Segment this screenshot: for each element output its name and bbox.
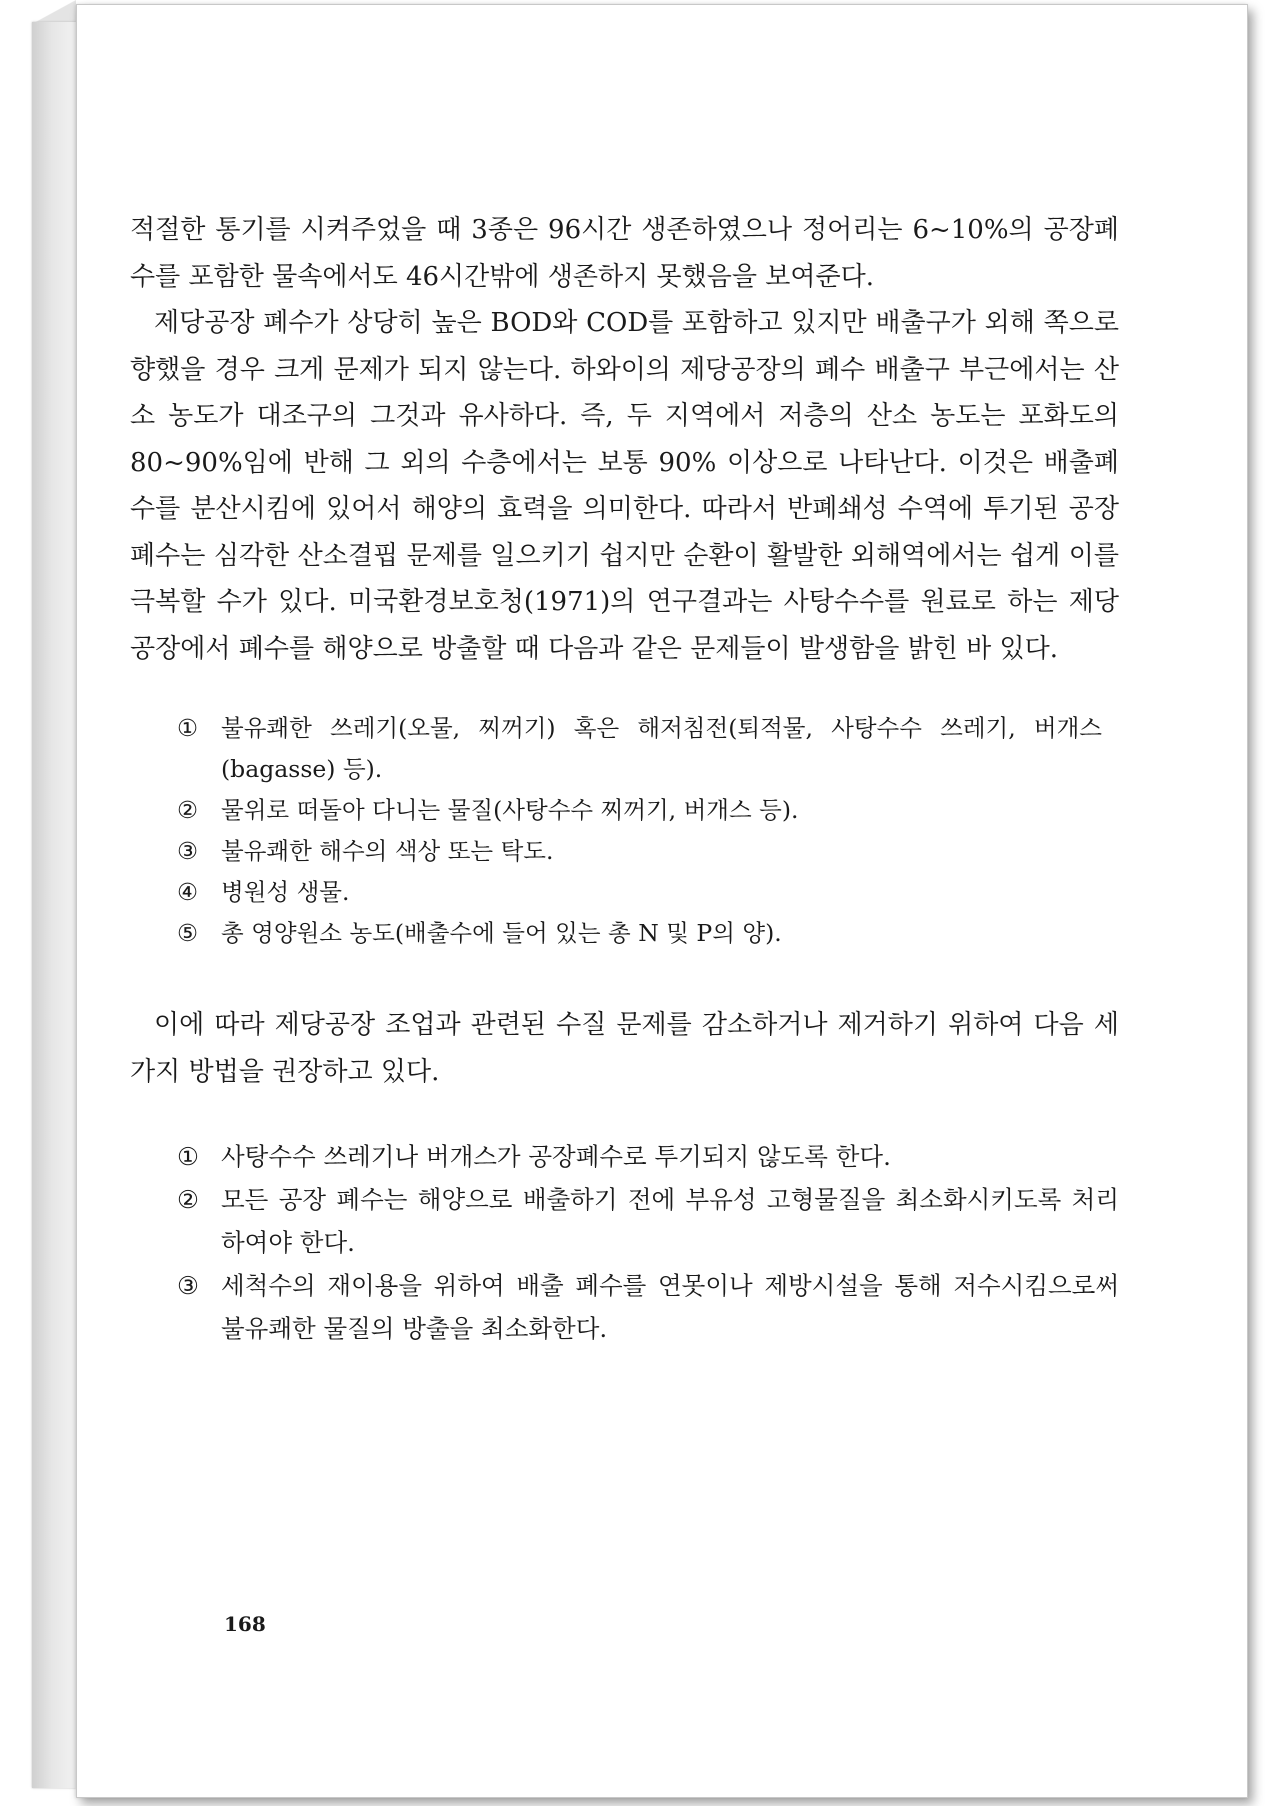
list-item — [177, 1264, 1119, 1350]
list-item-number: ④ — [177, 878, 199, 906]
list-item-text: 모든 공장 폐수는 해양으로 배출하기 전에 부유성 고형물질을 최소화시키도록 처리하여야 한다. — [221, 1185, 1119, 1257]
list-item-number: ③ — [177, 837, 199, 865]
list-item-number: ② — [177, 1185, 199, 1214]
methods-list — [177, 1135, 1119, 1350]
list-item — [177, 708, 1102, 790]
paragraph-2: 제당공장 폐수가 상당히 높은 BOD와 COD를 포함하고 있지만 배출구가 외해 쪽으로 향했을 경우 크게 문제가 되지 않는다. 하와이의 제당공장의 폐수 배출구 부근에서는 산소 농도가 대조구의 그것과 유사하다. 즉, 두 지역에서 저층의 산소 농도는 포화도의 80~90%임에 반해 그 외의 수층에서는 보통 90% 이상으로 나타난다. 이것은 배출폐수를 분산시킴에 있어서 해양의 효력을 의미한다. 따라서 반폐쇄성 수역에 투기된 공장폐수는 심각한 산소결핍 문제를 일으키기 쉽지만 순환이 활발한 외해역에서는 쉽게 이를 극복할 수가 있다. 미국환경보호청(1971)의 연구결과는 사탕수수를 원료로 하는 제당공장에서 폐수를 해양으로 방출할 때 다음과 같은 문제들이 발생함을 밝힌 바 있다. — [130, 308, 1119, 664]
list-item-number: ① — [177, 1142, 199, 1171]
list-item-number: ③ — [177, 1271, 199, 1300]
list-item — [177, 831, 1102, 872]
list-item-text: 세척수의 재이용을 위하여 배출 폐수를 연못이나 제방시설을 통해 저수시킴으로써 불유쾌한 물질의 방출을 최소화한다. — [221, 1271, 1119, 1343]
book-spine-edge — [32, 22, 76, 1788]
page-body — [130, 207, 1119, 1350]
list-item — [177, 872, 1102, 913]
book-spine-top — [32, 0, 76, 24]
list-item-text: 불유쾌한 쓰레기(오물, 찌꺼기) 혹은 해저침전(퇴적물, 사탕수수 쓰레기, 버개스(bagasse) 등). — [221, 714, 1102, 783]
list-item-number: ⑤ — [177, 919, 199, 947]
paragraph-1: 적절한 통기를 시켜주었을 때 3종은 96시간 생존하였으나 정어리는 6~10%의 공장폐수를 포함한 물속에서도 46시간밖에 생존하지 못했음을 보여준다. — [130, 215, 1119, 292]
list-item — [177, 1178, 1119, 1264]
list-item-number: ① — [177, 714, 199, 742]
list-item — [177, 790, 1102, 831]
list-item-text: 사탕수수 쓰레기나 버개스가 공장폐수로 투기되지 않도록 한다. — [221, 1142, 891, 1171]
list-item — [177, 913, 1102, 954]
list-item-text: 병원성 생물. — [221, 878, 350, 906]
problems-list — [177, 708, 1102, 954]
list-item-text: 총 영양원소 농도(배출수에 들어 있는 총 N 및 P의 양). — [221, 919, 782, 947]
list-item-number: ② — [177, 796, 199, 824]
list-item — [177, 1135, 1119, 1178]
page-number: 168 — [224, 1612, 266, 1636]
list-item-text: 불유쾌한 해수의 색상 또는 탁도. — [221, 837, 554, 865]
paragraph-3: 이에 따라 제당공장 조업과 관련된 수질 문제를 감소하거나 제거하기 위하여 다음 세 가지 방법을 권장하고 있다. — [130, 1010, 1119, 1087]
list-item-text: 물위로 떠돌아 다니는 물질(사탕수수 찌꺼기, 버개스 등). — [221, 796, 799, 824]
